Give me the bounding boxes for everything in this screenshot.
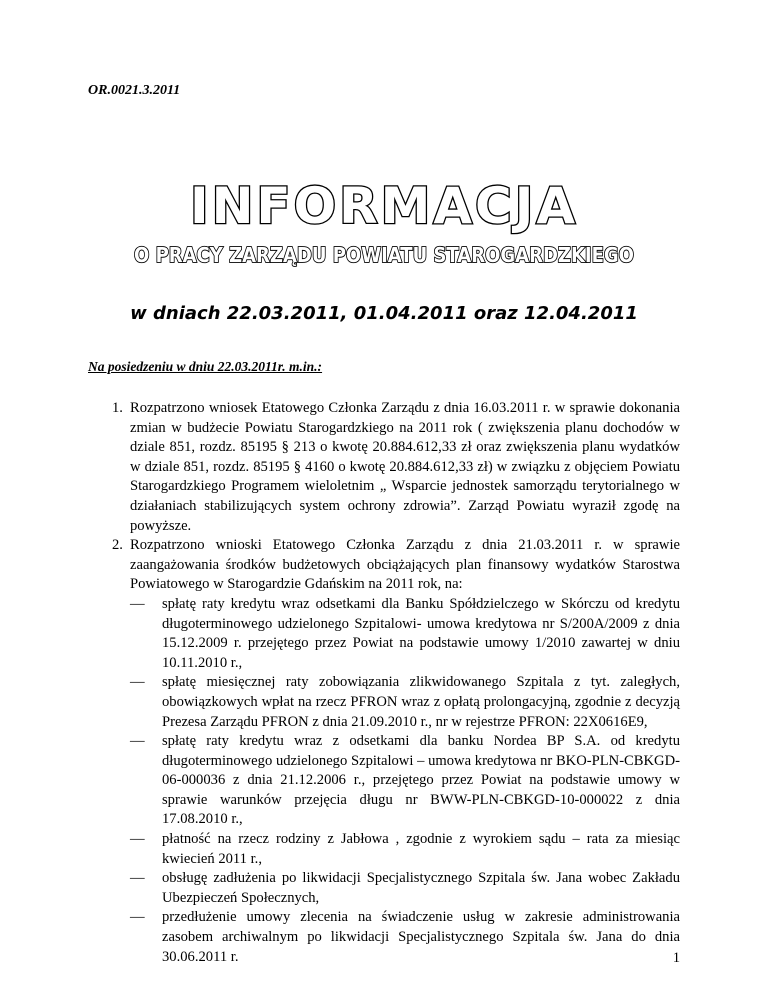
item-number: 1. (112, 400, 123, 416)
dash-bullet: — (130, 674, 145, 691)
dash-bullet: — (130, 909, 145, 926)
meeting-dates: w dniach 22.03.2011, 01.04.2011 oraz 12.04.2011 (130, 303, 638, 324)
sub-item-text: spłatę miesięcznej raty zobowiązania zlikwidowanego Szpitala z tyt. zaległych, obowiązkowych wpłat na rzecz PFRON wraz z opłatą prolongacyjną, zgodnie z decyzją Prezesa Zarządu PFRON z dnia 21.09.2010 r., nr w rejestrze PFRON: 22X0616E9, (162, 674, 680, 730)
title-subtitle: O PRACY ZARZĄDU POWIATU STAROGARDZKIEGO (134, 243, 634, 267)
dash-bullet: — (130, 870, 145, 887)
item-text: Rozpatrzono wnioski Etatowego Członka Zarządu z dnia 21.03.2011 r. w sprawie zaangażowania środków budżetowych obciążających plan finansowy wydatków Starostwa Powiatowego w Starogardzie Gdańskim na 2011 rok, na: (130, 537, 680, 593)
sub-list-item (130, 595, 680, 673)
list-item (88, 536, 680, 967)
list-item (88, 399, 680, 536)
sub-list-item (130, 908, 680, 967)
sub-item-text: przedłużenie umowy zlecenia na świadczenie usług w zakresie administrowania zasobem archiwalnym po likwidacji Specjalistycznego Szpitala św. Jana do dnia 30.06.2011 r. (162, 909, 680, 965)
content-list (88, 399, 680, 967)
sub-item-text: obsługę zadłużenia po likwidacji Specjalistycznego Szpitala św. Jana wobec Zakładu Ubezpieczeń Społecznych, (162, 870, 680, 906)
sub-list-item (130, 869, 680, 908)
title-main: INFORMACJA (189, 177, 579, 235)
sub-item-text: spłatę raty kredytu wraz odsetkami dla Banku Spółdzielczego w Skórczu od kredytu długoterminowego udzielonego Szpitalowi- umowa kredytowa nr S/200A/2009 z dnia 15.12.2009 r. przejętego przez Powiat na podstawie umowy 1/2010 zawartej w dniu 10.11.2010 r., (162, 595, 680, 671)
session-heading: Na posiedzeniu w dniu 22.03.2011r. m.in.: (88, 359, 323, 374)
item-text: Rozpatrzono wniosek Etatowego Członka Zarządu z dnia 16.03.2011 r. w sprawie dokonania zmian w budżecie Powiatu Starogardzkiego na 2011 rok ( zwiększenia planu dochodów w dziale 851, rozdz. 85195 § 213 o kwotę 20.884.612,33 zł oraz zwiększenia planu wydatków w dziale 851, rozdz. 85195 § 4160 o kwotę 20.884.612,33 zł) w związku z objęciem Powiatu Starogardzkiego Programem wieloletnim „ Wsparcie jednostek samorządu terytorialnego w działaniach stabilizujących system ochrony zdrowia”. Zarząd Powiatu wyraził zgodę na powyższe. (130, 400, 680, 534)
sub-item-text: płatność na rzecz rodziny z Jabłowa , zgodnie z wyrokiem sądu – rata za miesiąc kwiecień 2011 r., (162, 831, 680, 867)
sub-list-item (130, 732, 680, 830)
sub-list-item (130, 830, 680, 869)
page-number: 1 (672, 950, 680, 966)
document-reference: OR.0021.3.2011 (88, 83, 181, 98)
sub-item-text: spłatę raty kredytu wraz z odsetkami dla banku Nordea BP S.A. od kredytu długoterminowego udzielonego Szpitalowi – umowa kredytowa nr BKO-PLN-CBKGD-06-000036 z dnia 21.12.2006 r., przejętego przez Powiat na podstawie umowy w sprawie warunków przejęcia długu nr BWW-PLN-CBKGD-10-000022 z dnia 17.08.2010 r., (162, 733, 680, 828)
wordart-title (0, 0, 768, 300)
dash-bullet: — (130, 733, 145, 750)
item-number: 2. (112, 537, 123, 554)
sub-list-item (130, 673, 680, 732)
dash-bullet: — (130, 831, 145, 848)
dash-bullet: — (130, 595, 145, 612)
